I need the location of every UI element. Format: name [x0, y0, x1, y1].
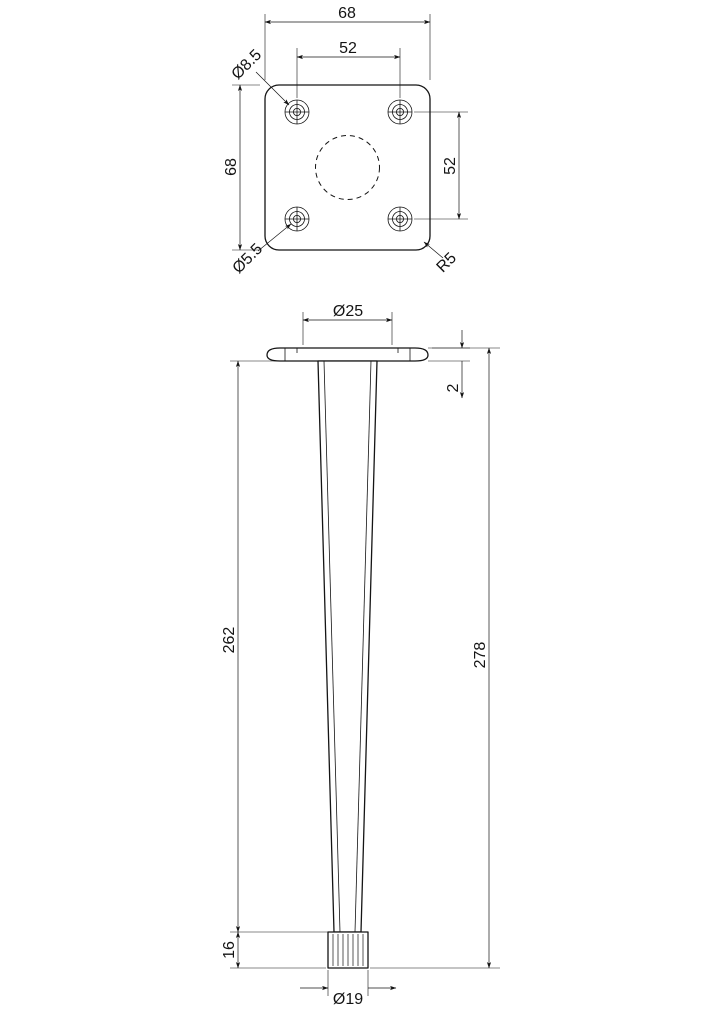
leg-tube: [318, 361, 377, 932]
mounting-plate-top-view: [223, 5, 468, 277]
dim-label-plate-width-top: 68: [338, 5, 356, 22]
dim-plate-height-68: [223, 85, 260, 250]
dim-label-overall-length: 278: [472, 641, 489, 669]
dim-adjuster-length-16: [221, 932, 326, 968]
dim-label-hole-spacing-top: 52: [339, 40, 357, 57]
leg-side-view: [221, 303, 500, 1008]
dim-hole-spacing-52-top: [297, 40, 400, 98]
mounting-hole-bottom-right: [388, 207, 412, 231]
mounting-hole-top-right: [388, 100, 412, 124]
adjustable-foot: [328, 932, 368, 968]
dim-foot-diameter: [300, 970, 396, 1008]
dim-label-plate-thickness: 2: [445, 383, 462, 393]
dim-label-adjuster-length: 16: [221, 941, 238, 959]
dim-label-plate-height-left: 68: [223, 158, 240, 176]
dim-label-foot-diameter: Ø19: [332, 991, 364, 1008]
dim-label-tube-length: 262: [221, 626, 238, 654]
dim-plate-diameter: [303, 303, 392, 345]
dim-hole-spacing-52-right: [414, 112, 468, 219]
dim-overall-length-278: [370, 348, 500, 968]
dim-label-hole-spacing-right: 52: [442, 157, 459, 175]
dim-tube-length-262: [221, 361, 332, 932]
mounting-hole-bottom-left: [285, 207, 309, 231]
mounting-hole-top-left: [285, 100, 309, 124]
dim-plate-thickness: [428, 330, 470, 398]
top-flange: [267, 348, 428, 361]
leader-counterbore-diameter: [229, 46, 289, 105]
tube-bore-hidden-circle: [316, 136, 380, 200]
dim-label-plate-diameter: Ø25: [332, 303, 364, 320]
dim-label-corner-radius: R5: [433, 249, 461, 277]
dim-label-hole-diameter: Ø5.5: [229, 240, 267, 278]
dim-label-counterbore-diameter: Ø8.5: [228, 46, 266, 84]
leader-corner-radius: [424, 242, 460, 276]
